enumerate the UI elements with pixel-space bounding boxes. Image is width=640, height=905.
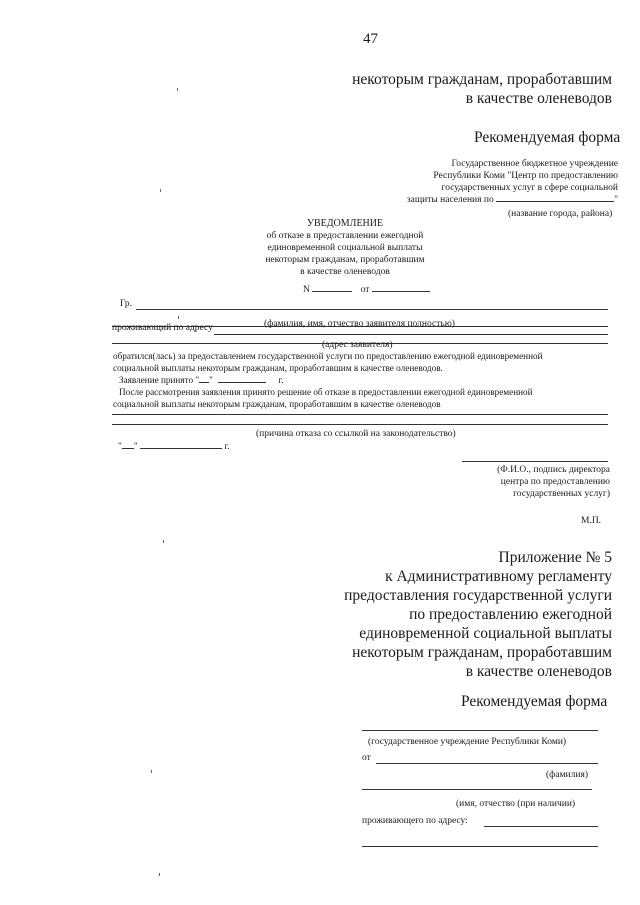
address-caption: (адрес заявителя)	[322, 340, 393, 350]
paragraph-1-line-2: социальной выплаты некоторым гражданам, проработавшим в качестве оленеводов.	[113, 363, 443, 373]
recommended-form-label-2: Рекомендуемая форма	[461, 693, 608, 710]
signer-caption-1: (Ф.И.О., подпись директора	[497, 465, 610, 475]
institution-line-4	[407, 194, 618, 206]
scan-mark	[160, 189, 161, 192]
application-date-text: Заявление принято "	[119, 375, 200, 385]
appendix-5-heading	[344, 548, 612, 681]
appendix-line-1: Приложение № 5	[498, 549, 612, 566]
reason-caption: (причина отказа со ссылкой на законодательство)	[256, 429, 456, 439]
scan-mark	[151, 770, 152, 773]
paragraph-1	[113, 350, 543, 386]
scan-mark	[178, 316, 179, 319]
notice-number-row	[303, 284, 430, 296]
form2-from-line	[376, 763, 598, 764]
form2-from-label: от	[362, 753, 371, 763]
number-label: N	[303, 285, 310, 295]
notice-title: УВЕДОМЛЕНИЕ	[306, 218, 384, 229]
surname-caption: (фамилия)	[546, 770, 588, 780]
citizen-label: Гр.	[120, 299, 133, 309]
appendix-line-2: к Административному регламенту	[385, 568, 612, 585]
application-date-quote: "	[209, 375, 213, 385]
signer-caption-block	[497, 464, 610, 500]
address-line	[214, 334, 608, 335]
institution-line-2: Республики Коми "Центр по предоставлению	[433, 171, 618, 181]
institution-line-form2	[362, 730, 598, 731]
notice-subtitle-4: в качестве оленеводов	[300, 267, 390, 277]
address-label: проживающий по адресу	[112, 323, 213, 333]
institution-block	[407, 158, 618, 206]
form2-address-line-2	[362, 846, 598, 847]
date-year-suffix: г.	[224, 442, 230, 452]
reason-line-1	[112, 414, 608, 415]
city-caption: (название города, района)	[508, 209, 613, 219]
notice-subtitle-3: некоторым гражданам, проработавшим	[265, 255, 425, 265]
paragraph-2	[113, 386, 533, 410]
reason-line-2	[112, 424, 608, 425]
name-caption: (имя, отчество (при наличии)	[456, 799, 576, 809]
header-line-1: некоторым гражданам, проработавшим	[352, 71, 612, 88]
header-line-2: в качестве оленеводов	[465, 90, 612, 107]
institution-caption-form2: (государственное учреждение Республики Коми)	[368, 737, 567, 747]
from-label: от	[360, 285, 370, 295]
scan-mark	[163, 540, 164, 543]
paragraph-2-line-1: После рассмотрения заявления принято решение об отказе в предоставлении ежегодной единовременной	[119, 387, 533, 397]
signer-line	[462, 461, 608, 462]
signer-caption-2: центра по предоставлению	[500, 477, 610, 487]
signer-caption-3: государственных услуг)	[513, 489, 610, 499]
appendix-line-5: единовременной социальной выплаты	[359, 625, 612, 642]
appendix-line-6: некоторым гражданам, проработавшим	[352, 644, 612, 661]
scan-mark	[159, 873, 160, 876]
seal-label: М.П.	[581, 516, 602, 526]
date-quote-close: "	[133, 442, 138, 452]
institution-line-4-end: "	[614, 195, 618, 205]
form2-address-label: проживающего по адресу:	[362, 816, 468, 826]
name-line	[362, 789, 592, 790]
institution-line-1: Государственное бюджетное учреждение	[451, 159, 618, 169]
citizen-name-line	[136, 309, 608, 310]
signature-date-row	[118, 441, 230, 453]
appendix-line-7: в качестве оленеводов	[465, 663, 612, 680]
appendix-line-3: предоставления государственной услуги	[344, 587, 612, 604]
paragraph-1-line-1: обратился(лась) за предоставлением государственной услуги по предоставлению ежегодной единовременной	[113, 351, 543, 361]
notice-subtitle-2: единовременной социальной выплаты	[267, 243, 423, 253]
date-quote-open: "	[118, 442, 122, 452]
notice-title-block	[250, 218, 440, 278]
citizen-caption: (фамилия, имя, отчество заявителя полностью)	[264, 319, 455, 329]
recommended-form-label: Рекомендуемая форма	[474, 129, 621, 146]
form2-address-line	[484, 826, 598, 827]
institution-line-4-text: защиты населения по	[406, 195, 494, 205]
notice-subtitle-1: об отказе в предоставлении ежегодной	[266, 231, 424, 241]
paragraph-2-line-2: социальной выплаты некоторым гражданам, проработавшим в качестве оленеводов	[113, 399, 441, 409]
page-number: 47	[363, 31, 378, 47]
application-year-suffix: г.	[278, 375, 284, 385]
scan-mark	[177, 88, 178, 91]
appendix-line-4: по предоставлению ежегодной	[409, 606, 612, 623]
institution-line-3: государственных услуг в сфере социальной	[441, 183, 618, 193]
appendix-heading-continued	[352, 70, 612, 108]
paragraph-1-line-3	[113, 374, 543, 386]
